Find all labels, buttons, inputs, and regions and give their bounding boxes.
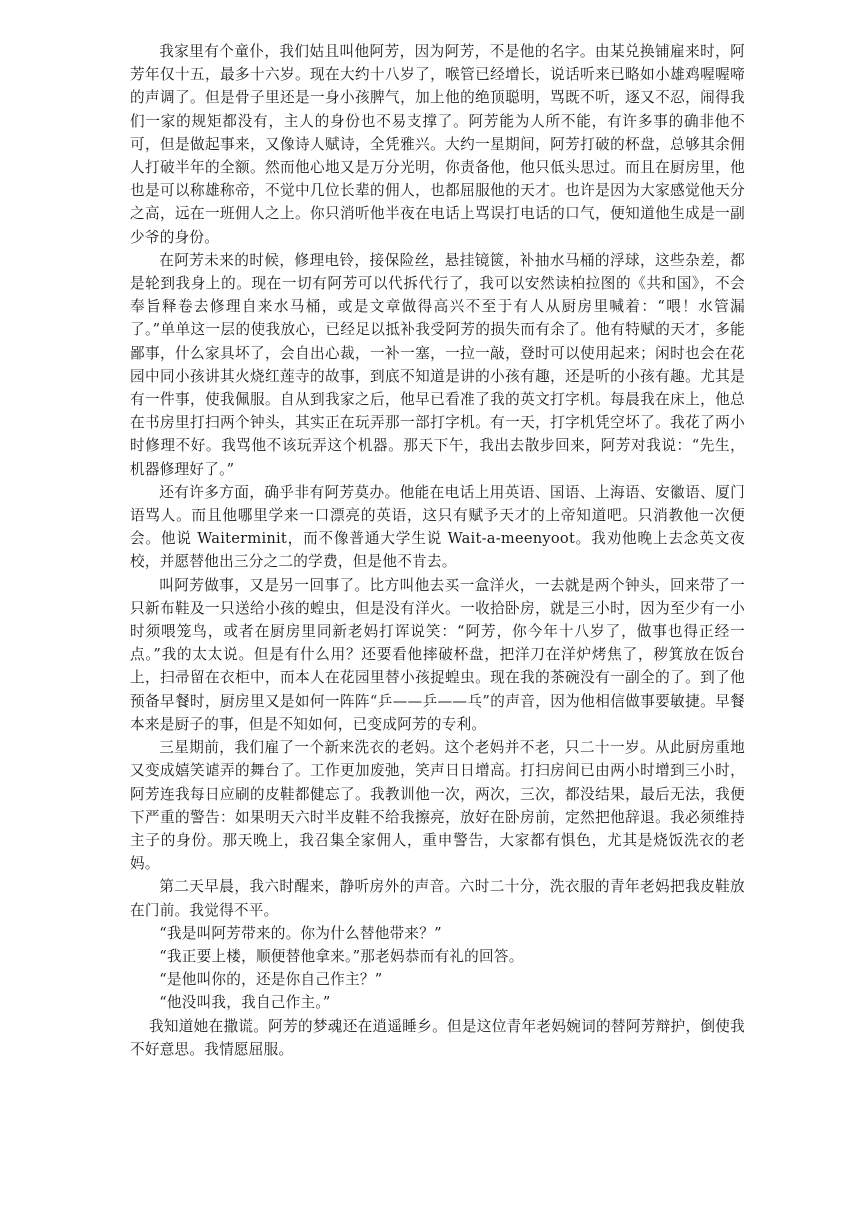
paragraph-5: 三星期前，我们雇了一个新来洗衣的老妈。这个老妈并不老，只二十一岁。从此厨房重地又变成嬉笑谑弄的舞台了。工作更加废弛，笑声日日增高。打扫房间已由两小时增到三小时，阿芳连我每日应刷的皮鞋都健忘了。我教训他一次，两次，三次，都没结果，最后无法，我便下严重的警告：如果明天六时半皮鞋不给我擦亮，放好在卧房前，定然把他辞退。我必须维持主子的身份。那天晚上，我召集全家佣人，重申警告，大家都有惧色，尤其是烧饭洗衣的老妈。	[130, 739, 745, 873]
paragraph-6: 第二天早晨，我六时醒来，静听房外的声音。六时二十分，洗衣服的青年老妈把我皮鞋放在门前。我觉得不平。	[130, 878, 745, 919]
paragraph-3: 还有许多方面，确乎非有阿芳莫办。他能在电话上用英语、国语、上海语、安徽语、厦门语骂人。而且他哪里学来一口漂亮的英语，这只有赋予天才的上帝知道吧。只消教他一次便会。他说 Waiterminit，而不像普通大学生说 Wait-a-meenyoot。我劝他晚上去念英文夜校，并愿替他出三分之二的学费，但是他不肯去。	[130, 483, 745, 571]
dialogue-line-2: “我正要上楼，顺便替他拿来。”那老妈恭而有礼的回答。	[159, 947, 524, 965]
paragraph-1: 我家里有个童仆，我们姑且叫他阿芳，因为阿芳，不是他的名字。由某兑换铺雇来时，阿芳年仅十五，最多十六岁。现在大约十八岁了，喉管已经增长，说话听来已略如小雄鸡喔喔啼的声调了。但是骨子里还是一身小孩脾气，加上他的绝顶聪明，骂既不听，逐又不忍，闹得我们一家的规矩都没有，主人的身份也不易支撑了。阿芳能为人所不能，有许多事的确非他不可，但是做起事来，又像诗人赋诗，全凭雅兴。大约一星期间，阿芳打破的杯盘，总够其余佣人打破半年的全额。然而他心地又是万分光明，你责备他，他只低头思过。而且在厨房里，他也是可以称雄称帝，不觉中几位长辈的佣人，也都屈服他的天才。也许是因为大家感觉他天分之高，远在一班佣人之上。你只消听他半夜在电话上骂误打电话的口气，便知道他生成是一副少爷的身份。	[130, 43, 745, 246]
dialogue-line-3: “是他叫你的，还是你自己作主？”	[159, 971, 383, 989]
paragraph-4: 叫阿芳做事，又是另一回事了。比方叫他去买一盒洋火，一去就是两个钟头，回来带了一只新布鞋及一只送给小孩的蝗虫，但是没有洋火。一收拾卧房，就是三小时，因为至少有一小时须喂笼鸟，或者在厨房里同新老妈打诨说笑：“阿芳，你今年十八岁了，做事也得正经一点。”我的太太说。但是有什么用？还要看他摔破杯盘，把洋刀在洋炉烤焦了，秽箕放在饭台上，扫帚留在衣柜中，而本人在花园里替小孩捉蝗虫。现在我的茶碗没有一副全的了。到了他预备早餐时，厨房里又是如何一阵阵“乒——乒——乓”的声音，因为他相信做事要敏捷。早餐本来是厨子的事，但是不知如何，已变成阿芳的专利。	[130, 576, 745, 733]
dialogue-line-1: “我是叫阿芳带来的。你为什么替他带来？”	[159, 924, 442, 942]
closing-paragraph: 我知道她在撒谎。阿芳的梦魂还在逍遥睡乡。但是这位青年老妈婉词的替阿芳辩护，倒使我不好意思。我情愿屈服。	[130, 1017, 745, 1058]
dialogue-line-4: “他没叫我，我自己作主。”	[159, 994, 331, 1012]
paragraph-2: 在阿芳未来的时候，修理电铃，接保险丝，悬挂镜篋，补抽水马桶的浮球，这些杂差，都是轮到我身上的。现在一切有阿芳可以代拆代行了，我可以安然读柏拉图的《共和国》，不会奉旨释卷去修理自来水马桶，或是文章做得高兴不至于有人从厨房里喊着：“喂！水管漏了。”单单这一层的使我放心，已经足以抵补我受阿芳的损失而有余了。他有特赋的天才，多能鄙事，什么家具坏了，会自出心裁，一补一塞，一拉一敲，登时可以使用起来；闲时也会在花园中同小孩讲其火烧红莲寺的故事，到底不知道是讲的小孩有趣，还是听的小孩有趣。尤其是有一件事，使我佩服。自从到我家之后，他早已看准了我的英文打字机。每晨我在床上，他总在书房里打扫两个钟头，其实正在玩弄那一部打字机。有一天，打字机凭空坏了。我花了两小时修理不好。我骂他不该玩弄这个机器。那天下午，我出去散步回来，阿芳对我说：“先生，机器修理好了。”	[130, 251, 745, 478]
